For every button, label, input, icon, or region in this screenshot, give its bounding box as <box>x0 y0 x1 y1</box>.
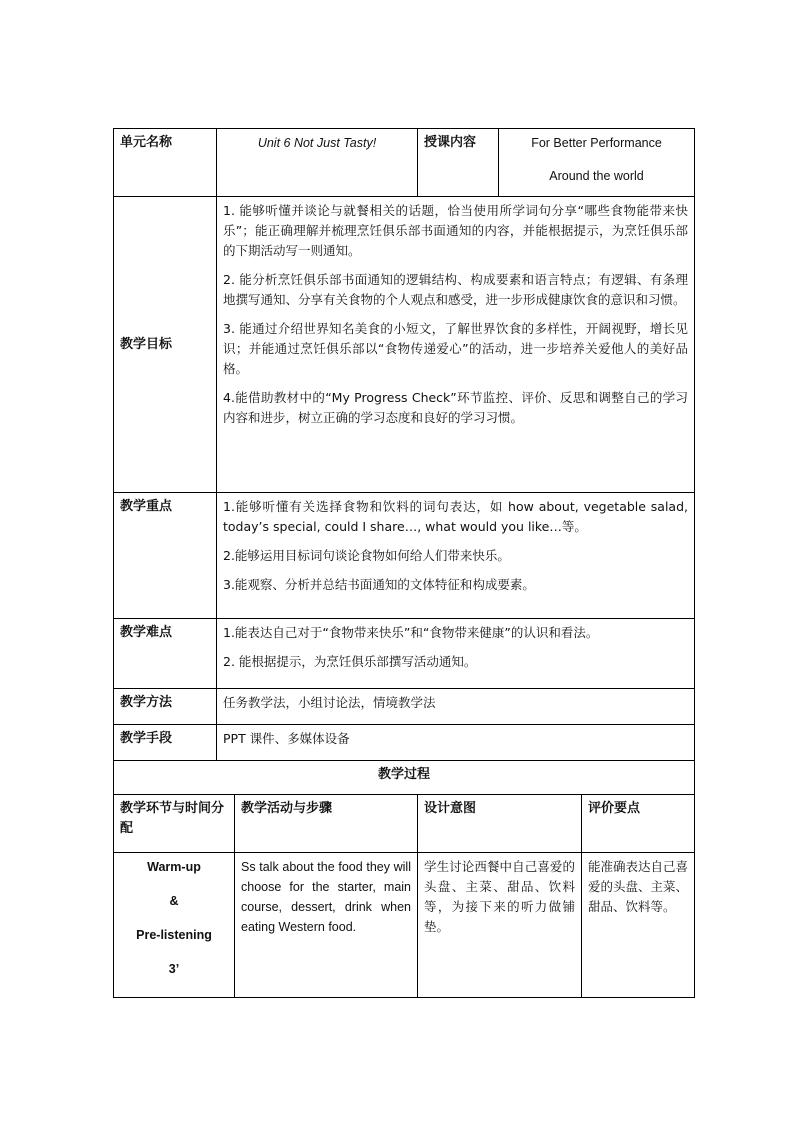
key-points-row <box>114 493 695 619</box>
means-value: PPT 课件、多媒体设备 <box>217 725 695 761</box>
objectives-row <box>114 197 695 493</box>
col-header-evaluation: 评价要点 <box>582 795 695 853</box>
difficulties-label: 教学难点 <box>114 619 217 689</box>
content-line-1: For Better Performance <box>531 136 662 150</box>
objective-item: 2. 能分析烹饪俱乐部书面通知的逻辑结构、构成要素和语言特点；有逻辑、有条理地撰写通知、分享有关食物的个人观点和感受，进一步形成健康饮食的意识和习惯。 <box>223 272 689 307</box>
difficulty-item: 2. 能根据提示，为烹饪俱乐部撰写活动通知。 <box>223 654 477 669</box>
stage-line: Warm-up <box>147 860 201 874</box>
objectives-label: 教学目标 <box>114 197 217 493</box>
unit-value: Unit 6 Not Just Tasty! <box>217 129 418 197</box>
content-value <box>499 129 695 197</box>
col-header-intent: 设计意图 <box>418 795 582 853</box>
methods-value: 任务教学法，小组讨论法，情境教学法 <box>217 689 695 725</box>
process-header-row <box>114 795 695 853</box>
methods-row <box>114 689 695 725</box>
activity-cell: Ss talk about the food they will choose for the starter, main course, dessert, drink when eating Western food. <box>235 853 418 998</box>
means-row <box>114 725 695 761</box>
means-label: 教学手段 <box>114 725 217 761</box>
methods-label: 教学方法 <box>114 689 217 725</box>
lesson-plan-table <box>113 128 695 998</box>
col-header-stage: 教学环节与时间分配 <box>114 795 235 853</box>
key-point-item: 1.能够听懂有关选择食物和饮料的词句表达，如 how about, vegetable salad, today’s special, could I share…, what would you like…等。 <box>223 499 689 534</box>
objective-item: 1. 能够听懂并谈论与就餐相关的话题，恰当使用所学词句分享“哪些食物能带来快乐”；能正确理解并梳理烹饪俱乐部书面通知的内容，并能根据提示，为烹饪俱乐部的下期活动写一则通知。 <box>223 203 689 258</box>
intent-cell: 学生讨论西餐中自己喜爱的头盘、主菜、甜品、饮料等，为接下来的听力做铺垫。 <box>418 853 582 998</box>
difficulties-content <box>217 619 695 689</box>
process-row <box>114 853 695 998</box>
evaluation-cell: 能准确表达自己喜爱的头盘、主菜、甜品、饮料等。 <box>582 853 695 998</box>
stage-line: 3’ <box>168 962 180 976</box>
key-points-content <box>217 493 695 619</box>
stage-cell <box>114 853 235 998</box>
objective-item: 3. 能通过介绍世界知名美食的小短文，了解世界饮食的多样性，开阔视野，增长见识；并能通过烹饪俱乐部以“食物传递爱心”的活动，进一步培养关爱他人的美好品格。 <box>223 321 689 376</box>
key-point-item: 3.能观察、分析并总结书面通知的文体特征和构成要素。 <box>223 577 535 592</box>
stage-line: & <box>169 894 179 908</box>
key-point-item: 2.能够运用目标词句谈论食物如何给人们带来快乐。 <box>223 548 510 563</box>
content-line-2: Around the world <box>549 169 644 183</box>
objective-item: 4.能借助教材中的“My Progress Check”环节监控、评价、反思和调整自己的学习内容和进步，树立正确的学习态度和良好的学习习惯。 <box>223 390 689 425</box>
unit-label: 单元名称 <box>114 129 217 197</box>
process-title: 教学过程 <box>114 761 695 795</box>
header-row <box>114 129 695 197</box>
key-points-label: 教学重点 <box>114 493 217 619</box>
difficulties-row <box>114 619 695 689</box>
difficulty-item: 1.能表达自己对于“食物带来快乐”和“食物带来健康”的认识和看法。 <box>223 625 599 640</box>
objectives-content <box>217 197 695 493</box>
stage-line: Pre-listening <box>136 928 212 942</box>
content-label: 授课内容 <box>418 129 499 197</box>
col-header-activity: 教学活动与步骤 <box>235 795 418 853</box>
process-title-row <box>114 761 695 795</box>
